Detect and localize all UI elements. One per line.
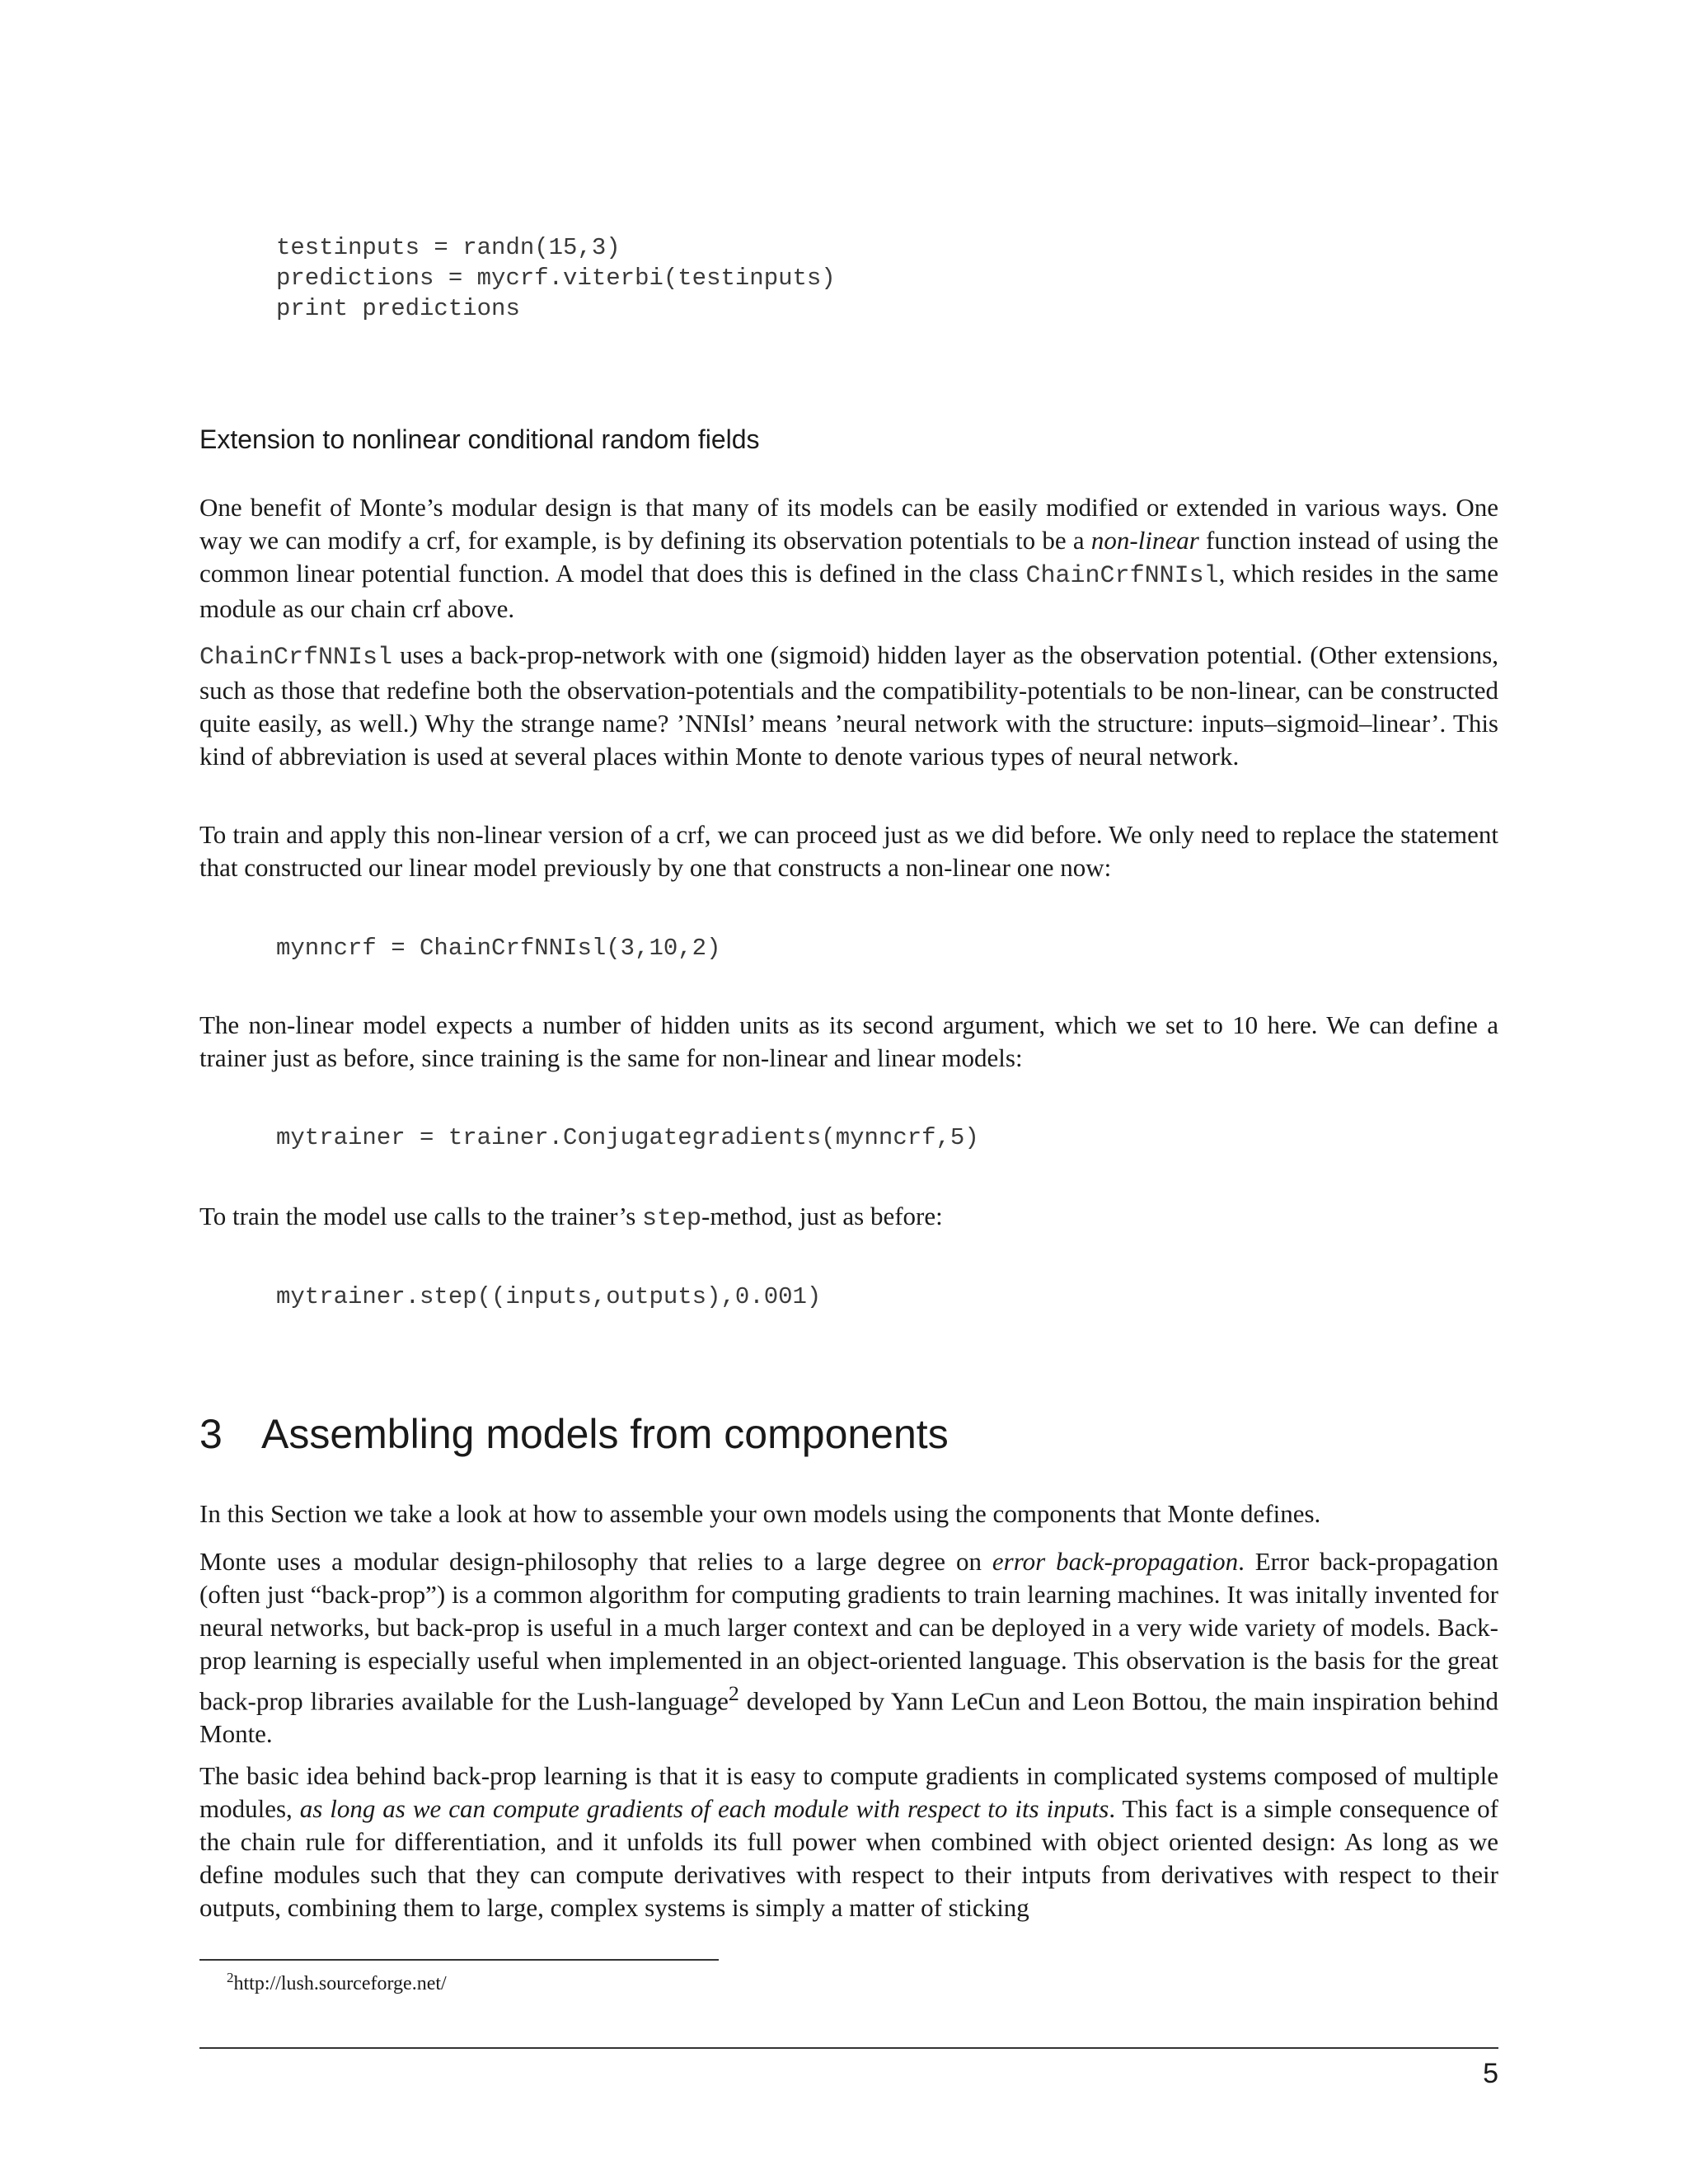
- code-line: predictions = mycrf.viterbi(testinputs): [276, 265, 836, 292]
- emphasis-error-back-propagation: error back-propagation: [992, 1547, 1239, 1576]
- footnote-reference: 2: [728, 1681, 739, 1705]
- inline-code-step: step: [642, 1205, 702, 1233]
- paragraph-hidden-units: The non-linear model expects a number of hidden units as its second argument, which we set to 10 here. We can define a trainer just as before, since training is the same for non-linear and linear models:: [199, 1010, 1498, 1072]
- code-block-trainer-step: mytrainer.step((inputs,outputs),0.001): [276, 1283, 822, 1310]
- emphasis-gradients-condition: as long as we can compute gradients of each module with respect to its inputs: [299, 1794, 1109, 1823]
- subsection-title: Extension to nonlinear conditional random fields: [199, 424, 760, 454]
- paragraph-section-intro: In this Section we take a look at how to assemble your own models using the components that Monte defines.: [199, 1499, 1321, 1528]
- inline-code-class-name: ChainCrfNNIsl: [199, 644, 393, 672]
- code-block-mynncrf: mynncrf = ChainCrfNNIsl(3,10,2): [276, 935, 721, 962]
- paragraph-step-method: To train the model use calls to the trainer’s step-method, just as before:: [199, 1202, 943, 1233]
- section-number: 3: [199, 1411, 223, 1457]
- code-block-testinputs: [276, 232, 836, 324]
- footnote-mark: 2: [227, 1970, 234, 1985]
- paragraph-basic-idea: The basic idea behind back-prop learning is that it is easy to compute gradients in complicated systems composed of multiple modules, as long as we can compute gradients of each module with respect to its inputs. This fact is a simple consequence of the chain rule for differentiation, and it unfolds its full power when combined with object oriented design: As long as we define modules such that they can compute derivatives with respect to their intputs from derivatives with respect to their outputs, combining them to large, complex systems is simply a matter of sticking: [199, 1761, 1498, 1922]
- code-line: print predictions: [276, 295, 520, 322]
- paragraph-train-nonlinear: To train and apply this non-linear version of a crf, we can proceed just as we did before. We only need to replace the statement that constructed our linear model previously by one that constructs a non-linear one now:: [199, 820, 1498, 882]
- section-title: Assembling models from components: [261, 1411, 949, 1457]
- code-line: testinputs = randn(15,3): [276, 234, 621, 261]
- code-block-mytrainer: mytrainer = trainer.Conjugategradients(mynncrf,5): [276, 1124, 979, 1151]
- footnote-url: http://lush.sourceforge.net/: [233, 1973, 447, 1994]
- inline-code-class-name: ChainCrfNNIsl: [1025, 562, 1219, 590]
- emphasis-non-linear: non-linear: [1090, 526, 1199, 555]
- section-heading: [199, 1409, 949, 1459]
- footer-divider: [199, 2047, 1498, 2049]
- page-number: 5: [1483, 2058, 1498, 2089]
- paragraph-modular-design: One benefit of Monte’s modular design is that many of its models can be easily modified or extended in various ways. One way we can modify a crf, for example, is by defining its observation potentials to be a non-linear function instead of using the common linear potential function. A model that does this is defined in the class ChainCrfNNIsl, which resides in the same module as our chain crf above.: [199, 493, 1498, 623]
- paragraph-chaincrfnnisl: ChainCrfNNIsl uses a back-prop-network with one (sigmoid) hidden layer as the observation potential. (Other extensions, such as those that redefine both the observation-potentials and the compatibility-potentials to be non-linear, can be constructed quite easily, as well.) Why the strange name? ’NNIsl’ means ’neural network with the structure: inputs–sigmoid–linear’. This kind of abbreviation is used at several places within Monte to denote various types of neural network.: [199, 640, 1498, 771]
- footnote: [227, 1966, 447, 1996]
- paragraph-back-propagation: Monte uses a modular design-philosophy that relies to a large degree on error back-propagation. Error back-propagation (often just “back-prop”) is a common algorithm for computing gradients to train learning machines. It was initally invented for neural networks, but back-prop is useful in a much larger context and can be deployed in a very wide variety of models. Back-prop learning is especially useful when implemented in an object-oriented language. This observation is the basis for the great back-prop libraries available for the Lush-language$^2$ developed by Yann LeCun and Leon Bottou, the main inspiration behind Monte.: [199, 1547, 1498, 1749]
- footnote-divider: [199, 1959, 719, 1961]
